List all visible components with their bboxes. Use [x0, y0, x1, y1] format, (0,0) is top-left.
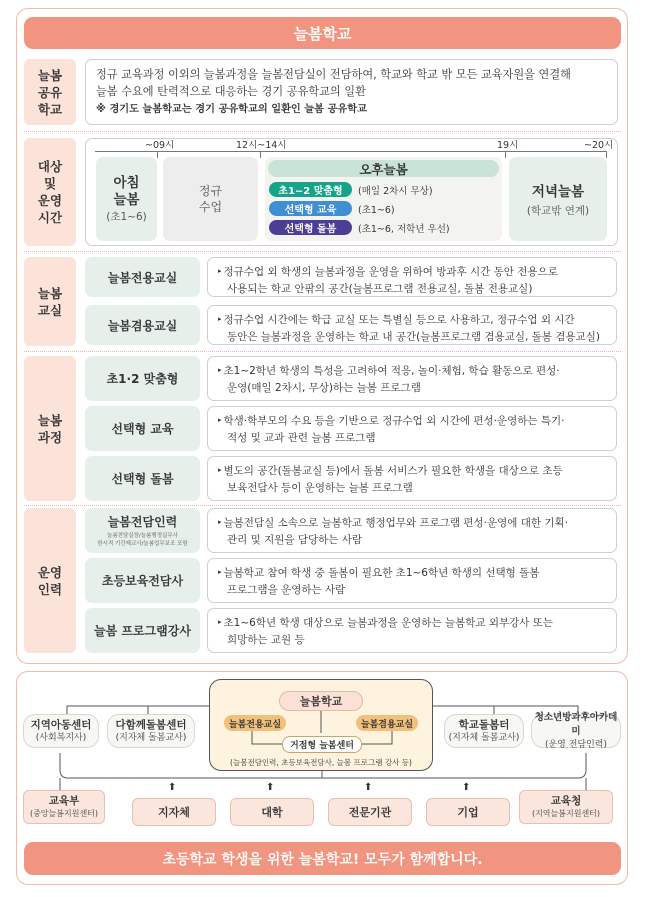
desc-line: 늘봄전담실 소속으로 늘봄학교 행정업무와 프로그램 편성·운영에 대한 기획· — [223, 517, 568, 529]
category-staff: 운영 인력 — [24, 508, 76, 653]
desc-line: 적성 및 교과 관련 늘봄 프로그램 — [227, 431, 376, 444]
node-youth-academy — [531, 714, 621, 748]
staff-name-dedicated-sub: 늘봄전담실장/늘봄행정실무사 — [107, 533, 178, 539]
desc-line: 프로그램을 운영하는 사람 — [227, 583, 346, 596]
regular-name: 정규 수업 — [198, 184, 223, 214]
desc-line: 사용되는 학교 안팎의 공간(늘봄프로그램 전용교실, 돌봄 전용교실) — [227, 282, 533, 295]
desc-line: 늘봄학교 참여 학생 중 돌봄이 필요한 초1~6학년 학생의 선택형 돌봄 — [223, 567, 540, 579]
category-sharing: 늘봄 공유 학교 — [24, 59, 76, 125]
timeline-tick — [606, 151, 607, 158]
node-sub: (중앙늘봄지원센터) — [29, 809, 99, 818]
arrow-up-icon: ⬆ — [364, 782, 373, 793]
pill-select-edu-note: (초1~6) — [358, 205, 395, 216]
separator — [24, 131, 621, 132]
node-local-child-center — [23, 714, 99, 748]
desc-line: 초1~2학년 학생의 특성을 고려하여 적응, 놀이·체험, 학습 활동으로 편성· — [223, 365, 560, 377]
node-name: 지역아동센터 — [30, 719, 92, 731]
bullet-icon: ▸ — [218, 518, 222, 526]
bullet-icon: ▸ — [218, 568, 222, 576]
evening-name: 저녁늘봄 — [531, 184, 585, 200]
node-ministry — [23, 790, 105, 824]
course-desc-edu — [207, 406, 617, 451]
time-label-2000: ~20시 — [584, 140, 614, 151]
morning-name: 아침 늘봄 — [113, 174, 140, 208]
category-course: 늘봄 과정 — [24, 356, 76, 501]
sharing-box — [85, 59, 618, 125]
staff-desc-instructor — [207, 608, 617, 653]
staff-name-dedicated-label: 늘봄전담인력 — [107, 515, 178, 529]
pill-grade12-note: (매일 2차시 무상) — [358, 186, 433, 197]
afternoon-title: 오후늘봄 — [268, 160, 499, 177]
staff-name-dedicated — [85, 508, 200, 553]
category-classroom: 늘봄 교실 — [24, 257, 76, 346]
node-name: 학교돌봄터 — [458, 719, 510, 731]
timeline-axis — [95, 151, 607, 152]
course-name-care: 선택형 돌봄 — [85, 456, 200, 501]
page-title: 늘봄학교 — [24, 17, 621, 49]
classroom-desc-shared — [207, 305, 617, 345]
timeline-tick — [260, 151, 261, 158]
category-schedule: 대상 및 운영 시간 — [24, 138, 76, 246]
time-label-1214: 12시~14시 — [236, 140, 287, 151]
node-sub: (사회복지사) — [35, 733, 87, 743]
node-office — [519, 790, 613, 824]
course-desc-grade12 — [207, 356, 617, 401]
node-name: 교육부 — [48, 795, 80, 807]
pill-select-edu: 선택형 교육 — [269, 201, 352, 216]
staff-name-instructor: 늘봄 프로그램강사 — [85, 608, 200, 653]
node-sub: (지자체 돌봄교사) — [448, 733, 520, 743]
bullet-icon: ▸ — [218, 466, 222, 474]
morning-block — [96, 157, 157, 241]
regular-block — [163, 157, 258, 241]
staff-desc-care — [207, 558, 617, 603]
bottom-node-company: 기업 — [426, 798, 510, 826]
desc-line: 정규수업 외 학생의 늘봄과정을 운영을 위하여 방과후 시간 동안 전용으로 — [223, 266, 558, 278]
desc-line: 희망하는 교원 등 — [227, 633, 305, 646]
desc-line: 별도의 공간(돌봄교실 등)에서 돌봄 서비스가 필요한 학생을 대상으로 초등 — [223, 465, 563, 477]
node-sub: (운영 전담인력) — [544, 740, 608, 750]
classroom-name-exclusive: 늘봄전용교실 — [85, 257, 200, 297]
desc-line: 초1~6학년 학생 대상으로 늘봄과정을 운영하는 늘봄학교 외부강사 또는 — [223, 617, 554, 629]
staff-desc-dedicated — [207, 508, 617, 553]
evening-block — [509, 157, 607, 241]
desc-line: 보육전담사 등이 운영하는 늘봄 프로그램 — [227, 481, 413, 494]
arrow-up-icon: ⬆ — [168, 782, 177, 793]
timeline-tick — [157, 151, 158, 158]
node-name: 교육청 — [550, 795, 582, 807]
classroom-name-shared: 늘봄겸용교실 — [85, 305, 200, 345]
slogan-banner: 초등학교 학생을 위한 늘봄학교! 모두가 함께합니다. — [24, 842, 621, 875]
sharing-line-1: 정규 교육과정 이외의 늘봄과정을 늘봄전담실이 전담하여, 학교와 학교 밖 모든 교육자원을 연결해 — [96, 68, 571, 81]
course-desc-care — [207, 456, 617, 501]
node-together-care-center — [107, 714, 195, 748]
evening-sub: (학교밖 연계) — [526, 205, 590, 217]
course-name-grade12: 초1·2 맞춤형 — [85, 356, 200, 401]
node-name: 다함께돌봄센터 — [115, 719, 187, 731]
arrow-up-icon: ⬆ — [266, 782, 275, 793]
classroom-desc-exclusive — [207, 257, 617, 297]
desc-line: 운영(매일 2차시, 무상)하는 늘봄 프로그램 — [227, 381, 421, 394]
bullet-icon: ▸ — [218, 618, 222, 626]
center-note: (늘봄전담인력, 초등보육전담사, 늘봄 프로그램 강사 등) — [230, 758, 412, 767]
sharing-line-2: 늘봄 수요에 탄력적으로 대응하는 경기 공유학교의 일환 — [96, 85, 366, 98]
bullet-icon: ▸ — [218, 315, 222, 323]
time-label-1900: 19시 — [497, 140, 519, 151]
center-hub: 거점형 늘봄센터 — [282, 736, 362, 753]
timeline-tick — [505, 151, 506, 158]
staff-name-dedicated-sub: 한시적 기간제교사/늘봄업무보조 포함 — [97, 541, 188, 547]
node-school-care — [444, 714, 524, 748]
pill-grade12: 초1~2 맞춤형 — [269, 182, 352, 197]
bottom-node-university: 대학 — [230, 798, 314, 826]
arrow-up-icon: ⬆ — [462, 782, 471, 793]
node-sub: (지자체 돌봄교사) — [115, 733, 187, 743]
center-shared: 늘봄겸용교실 — [356, 715, 418, 731]
bullet-icon: ▸ — [218, 416, 222, 424]
node-sub: (지역늘봄지원센터) — [531, 809, 601, 818]
pill-select-care-note: (초1~6, 저학년 우선) — [358, 224, 450, 235]
separator — [24, 505, 621, 506]
sharing-note: ※ 경기도 늘봄학교는 경기 공유학교의 일환인 늘봄 공유학교 — [96, 104, 367, 115]
morning-sub: (초1~6) — [106, 210, 147, 223]
desc-line: 관리 및 지원을 담당하는 사람 — [227, 533, 363, 546]
desc-line: 동안은 늘봄과정을 운영하는 학교 내 공간(늘봄프로그램 겸용교실, 돌봄 겸용교실) — [227, 330, 600, 343]
bullet-icon: ▸ — [218, 366, 222, 374]
desc-line: 정규수업 시간에는 학급 교실 또는 특별실 등으로 사용하고, 정규수업 외 시간 — [223, 314, 575, 326]
bottom-node-institution: 전문기관 — [328, 798, 412, 826]
bottom-node-local-gov: 지자체 — [132, 798, 216, 826]
pill-select-care: 선택형 돌봄 — [269, 220, 352, 235]
desc-line: 학생·학부모의 수요 등을 기반으로 정규수업 외 시간에 편성·운영하는 특기· — [223, 415, 565, 427]
center-title: 늘봄학교 — [279, 691, 363, 711]
staff-name-care: 초등보육전담사 — [85, 558, 200, 603]
bullet-icon: ▸ — [218, 267, 222, 275]
separator — [24, 251, 621, 252]
node-name: 청소년방과후아카데미 — [534, 712, 618, 737]
separator — [24, 351, 621, 352]
center-exclusive: 늘봄전용교실 — [224, 715, 286, 731]
time-label-0900: ~09시 — [145, 140, 175, 151]
course-name-edu: 선택형 교육 — [85, 406, 200, 451]
